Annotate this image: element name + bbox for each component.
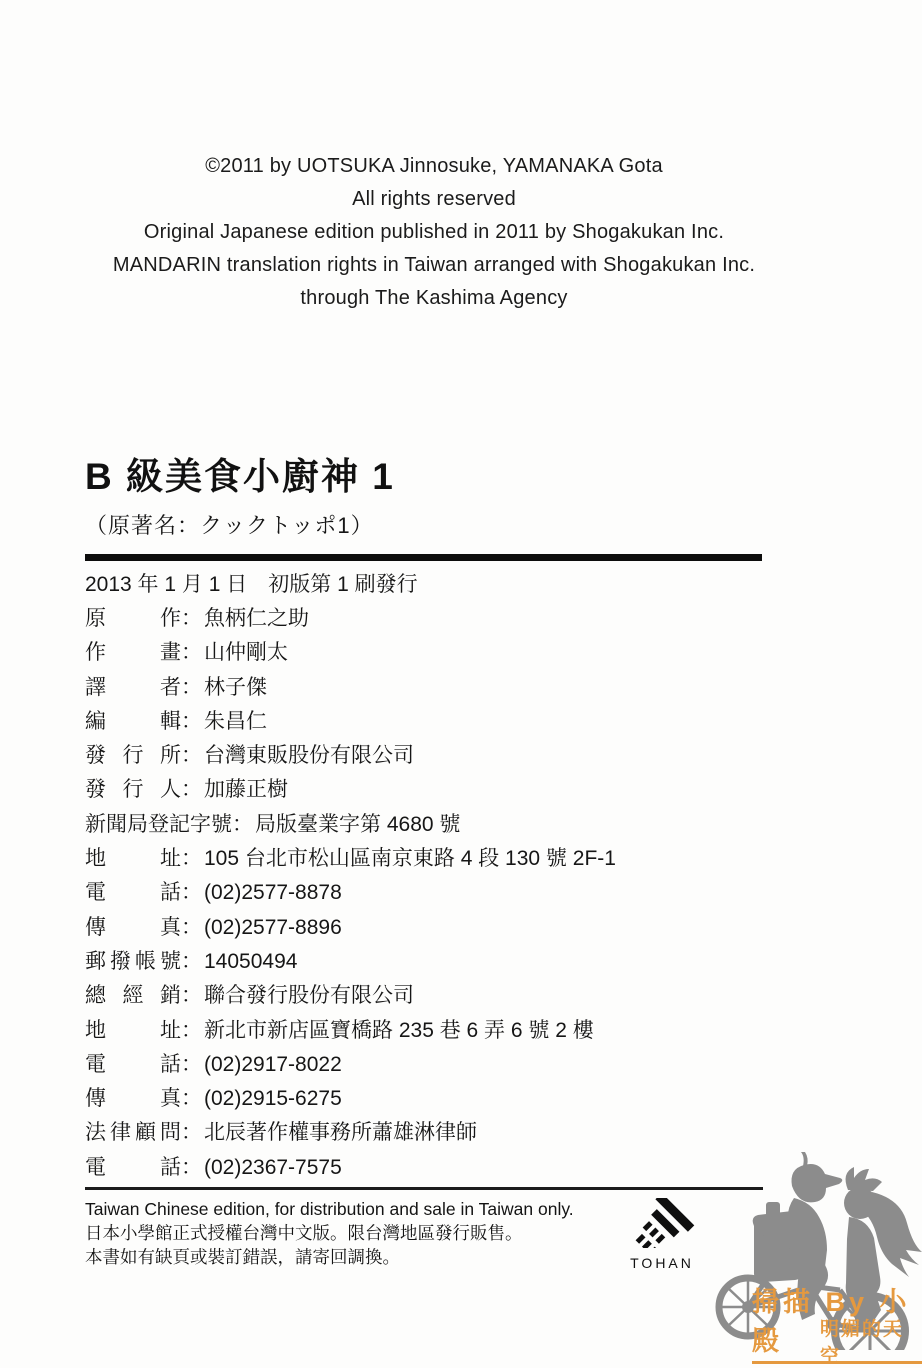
colophon-row-label: 作畫	[85, 641, 181, 665]
distribution-notice	[85, 1197, 605, 1269]
colophon-colon: ：	[232, 812, 253, 836]
title-divider	[85, 554, 762, 561]
colophon-row-label: 新聞局登記字號	[85, 812, 232, 836]
notice-line: 本書如有缺頁或裝訂錯誤，請寄回調換。	[85, 1247, 400, 1267]
colophon-row	[85, 636, 616, 670]
colophon-row-label: 傳真	[85, 1087, 181, 1111]
colophon-colon: ：	[181, 984, 202, 1008]
copyright-line: MANDARIN translation rights in Taiwan arranged with Shogakukan Inc.	[112, 254, 756, 276]
colophon-row-label: 發行所	[85, 744, 181, 768]
colophon-row-label: 電話	[85, 881, 181, 905]
notice-line: 日本小學館正式授權台灣中文版。限台灣地區發行販售。	[85, 1223, 523, 1243]
colophon-row-value: (02)2577-8878	[204, 881, 342, 905]
colophon-row-value: (02)2577-8896	[204, 915, 342, 939]
colophon-row	[85, 945, 616, 979]
colophon-row-label: 譯者	[85, 675, 181, 699]
colophon-colon: ：	[181, 675, 202, 699]
colophon-row-value: (02)2917-8022	[204, 1052, 342, 1076]
colophon-row-value: 14050494	[204, 949, 298, 973]
copyright-block	[50, 150, 818, 315]
colophon-row-label: 傳真	[85, 915, 181, 939]
colophon-row-label: 地址	[85, 1018, 181, 1042]
colophon-row-value: 朱昌仁	[204, 709, 267, 733]
colophon-row	[85, 671, 616, 705]
colophon-section	[85, 568, 616, 1185]
colophon-row-value: 山仲剛太	[204, 641, 288, 665]
colophon-row-label: 郵撥帳號	[85, 949, 181, 973]
colophon-row	[85, 602, 616, 636]
book-title: B 級美食小廚神 1	[85, 456, 395, 497]
colophon-row	[85, 1014, 616, 1048]
colophon-colon: ：	[181, 607, 202, 630]
copyright-line: All rights reserved	[352, 188, 516, 210]
colophon-row-label: 電話	[85, 1052, 181, 1076]
colophon-colon: ：	[181, 847, 202, 871]
colophon-row-value: (02)2915-6275	[204, 1087, 342, 1111]
title-block	[85, 446, 763, 561]
colophon-row-value: 新北市新店區寶橋路 235 巷 6 弄 6 號 2 樓	[204, 1018, 594, 1042]
notice-line: Taiwan Chinese edition, for distribution and sale in Taiwan only.	[85, 1199, 574, 1219]
colophon-row	[85, 773, 616, 807]
colophon-row	[85, 876, 616, 910]
colophon-row	[85, 808, 616, 842]
colophon-row	[85, 1048, 616, 1082]
colophon-colon: ：	[181, 1155, 202, 1179]
colophon-row	[85, 1082, 616, 1116]
colophon-row	[85, 705, 616, 739]
colophon-row-label: 法律顧問	[85, 1121, 181, 1145]
colophon-row-value: 聯合發行股份有限公司	[204, 984, 414, 1008]
colophon-row-value: 林子傑	[204, 675, 267, 699]
colophon-colon: ：	[181, 778, 202, 802]
colophon-colon: ：	[181, 949, 202, 973]
scan-watermark-line1: 掃描 By 小殿	[752, 1280, 922, 1364]
footer-divider	[85, 1187, 763, 1190]
colophon-colon: ：	[181, 641, 202, 665]
colophon-row-label: 原作	[85, 607, 181, 630]
copyright-line: through The Kashima Agency	[300, 287, 568, 309]
colophon-colon: ：	[181, 1087, 202, 1111]
colophon-row	[85, 739, 616, 773]
colophon-row-value: 魚柄仁之助	[204, 607, 309, 630]
tohan-logo-text: TOHAN	[630, 1255, 694, 1271]
colophon-row-value: (02)2367-7575	[204, 1155, 342, 1179]
copyright-line: ©2011 by UOTSUKA Jinnosuke, YAMANAKA Gota	[205, 155, 663, 177]
edition-date-line: 2013 年 1 月 1 日 初版第 1 刷發行	[85, 573, 418, 596]
colophon-colon: ：	[181, 1121, 202, 1145]
colophon-colon: ：	[181, 1018, 202, 1042]
colophon-colon: ：	[181, 881, 202, 905]
colophon-row-value: 105 台北市松山區南京東路 4 段 130 號 2F-1	[204, 847, 616, 871]
colophon-colon: ：	[181, 709, 202, 733]
colophon-row-label: 總經銷	[85, 984, 181, 1008]
scan-watermark-line2: 明媚的天空	[820, 1319, 905, 1367]
colophon-row-value: 局版臺業字第 4680 號	[255, 812, 461, 836]
colophon-row	[85, 1116, 616, 1150]
colophon-row-label: 發行人	[85, 778, 181, 802]
colophon-row-value: 北辰著作權事務所蕭雄淋律師	[204, 1121, 477, 1145]
colophon-colon: ：	[181, 1052, 202, 1076]
original-title: （原著名：クックトッポ1）	[85, 513, 374, 538]
colophon-row-value: 台灣東販股份有限公司	[204, 744, 414, 768]
colophon-row	[85, 979, 616, 1013]
colophon-colon: ：	[181, 915, 202, 939]
colophon-row-value: 加藤正樹	[204, 778, 288, 802]
colophon-row-label: 電話	[85, 1155, 181, 1179]
colophon-row	[85, 1151, 616, 1185]
colophon-row	[85, 842, 616, 876]
colophon-row-label: 地址	[85, 847, 181, 871]
colophon-row	[85, 911, 616, 945]
colophon-colon: ：	[181, 744, 202, 768]
copyright-line: Original Japanese edition published in 2011 by Shogakukan Inc.	[143, 221, 725, 243]
colophon-row-label: 編輯	[85, 709, 181, 733]
